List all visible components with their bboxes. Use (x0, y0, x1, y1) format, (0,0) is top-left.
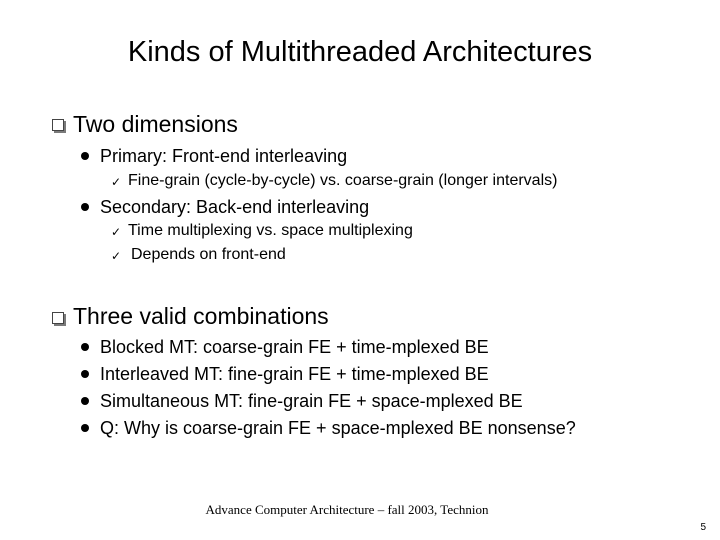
box-bullet-icon (52, 119, 64, 131)
bullet-interleaved-mt: Interleaved MT: fine-grain FE + time-mplexed BE (100, 364, 489, 384)
bullet-question: Q: Why is coarse-grain FE + space-mplexed BE nonsense? (100, 418, 576, 438)
section-heading-two-dimensions: Two dimensions (73, 111, 238, 137)
subbullet-depends-front-end: Depends on front-end (131, 246, 286, 263)
checkmark-icon: ✓ (111, 225, 122, 239)
bullet-simultaneous-mt: Simultaneous MT: fine-grain FE + space-mplexed BE (100, 391, 523, 411)
page-number: 5 (700, 522, 706, 533)
round-bullet-icon (81, 397, 89, 405)
box-bullet-icon (52, 312, 64, 324)
round-bullet-icon (81, 203, 89, 211)
subbullet-time-multiplexing: Time multiplexing vs. space multiplexing (128, 222, 413, 239)
round-bullet-icon (81, 152, 89, 160)
bullet-primary: Primary: Front-end interleaving (100, 146, 348, 166)
bullet-blocked-mt: Blocked MT: coarse-grain FE + time-mplexed BE (100, 337, 489, 357)
slide-title: Kinds of Multithreaded Architectures (127, 36, 593, 68)
subbullet-fine-grain: Fine-grain (cycle-by-cycle) vs. coarse-grain (longer intervals) (128, 172, 558, 189)
checkmark-icon: ✓ (111, 175, 122, 189)
bullet-secondary: Secondary: Back-end interleaving (100, 197, 370, 217)
round-bullet-icon (81, 424, 89, 432)
section-heading-three-combinations: Three valid combinations (73, 303, 329, 329)
round-bullet-icon (81, 343, 89, 351)
checkmark-icon: ✓ (111, 249, 122, 263)
footer-text: Advance Computer Architecture – fall 2003, Technion (205, 502, 489, 517)
round-bullet-icon (81, 370, 89, 378)
